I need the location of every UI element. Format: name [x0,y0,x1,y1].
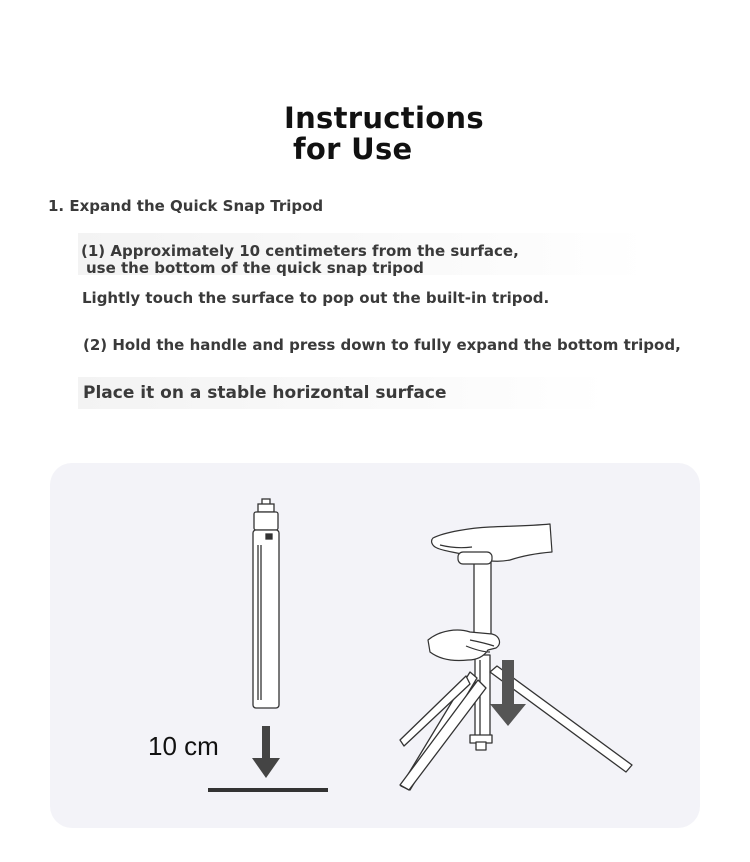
section-heading: 1. Expand the Quick Snap Tripod [48,197,324,215]
hand-icon [432,524,552,564]
title-line-1: Instructions [284,101,484,135]
collapsed-tripod-icon [253,499,279,708]
step1-line1: (1) Approximately 10 centimeters from the surface, [81,242,519,260]
step1-line2: use the bottom of the quick snap tripod [86,259,424,277]
down-arrow-icon [252,726,280,778]
step2-line2: Place it on a stable horizontal surface [83,383,447,403]
title-line-2: for Use [293,132,413,166]
distance-label: 10 cm [148,731,219,761]
step2-line1: (2) Hold the handle and press down to fully expand the bottom tripod, [83,336,681,354]
expanded-tripod-icon [400,560,632,790]
step1-line3: Lightly touch the surface to pop out the built-in tripod. [82,289,550,307]
